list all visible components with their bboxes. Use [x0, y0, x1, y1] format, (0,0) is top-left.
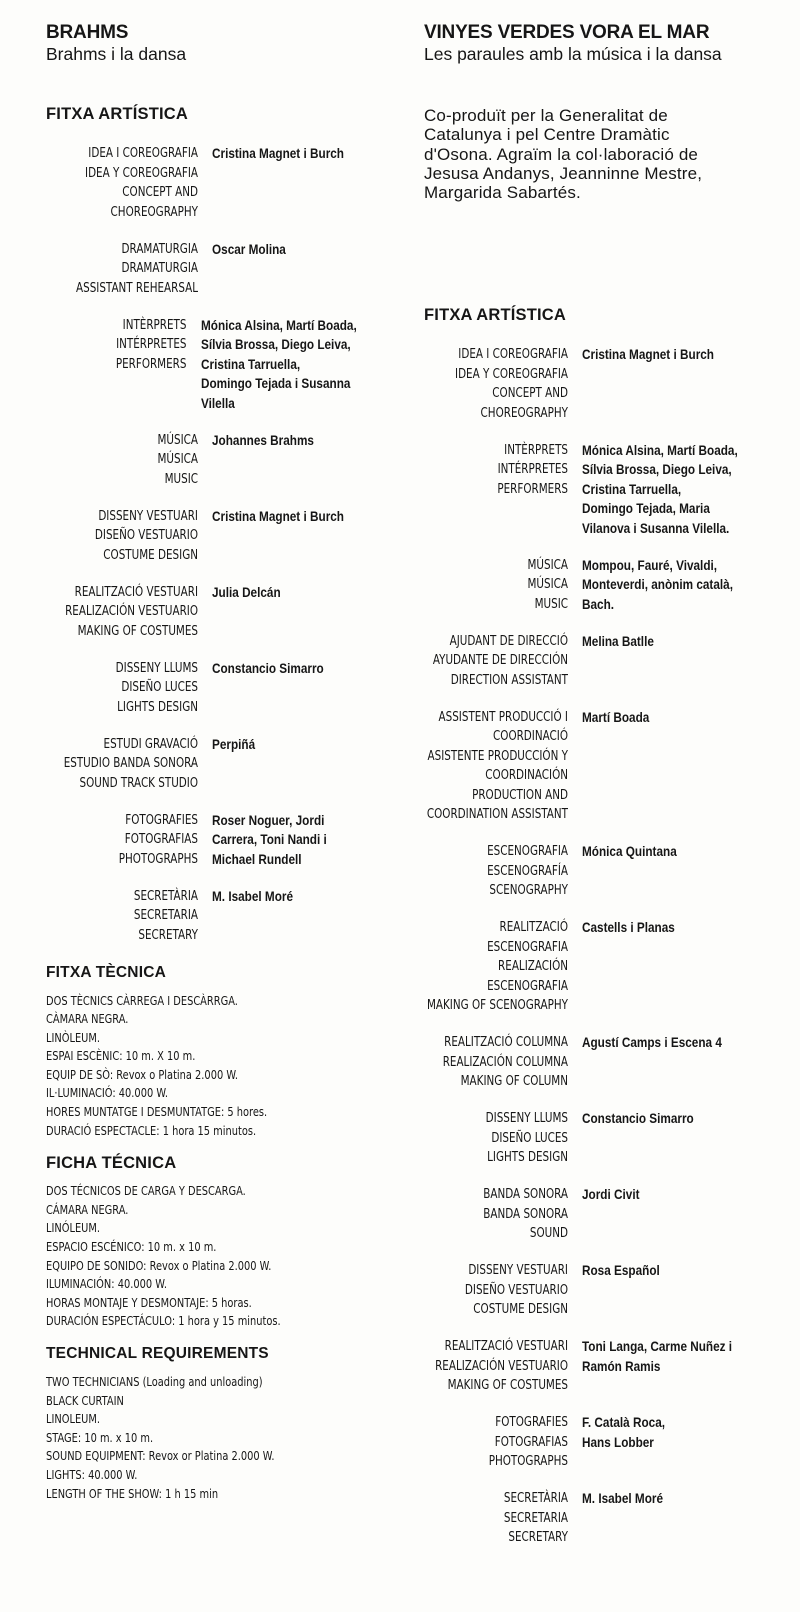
requirement-line: IL·LUMINACIÓ: 40.000 W. — [46, 1086, 169, 1101]
credit-names — [212, 144, 344, 222]
credit-roles — [424, 842, 568, 901]
credit-entry — [46, 240, 386, 299]
requirement-line: HORAS MONTAJE Y DESMONTAJE: 5 horas. — [46, 1295, 252, 1310]
credit-name: Domingo Tejada, Maria — [582, 500, 711, 517]
credit-role: ASSISTENT PRODUCCIÓ I — [438, 709, 569, 725]
intro-line: Jesusa Andanys, Jeanninne Mestre, — [424, 163, 703, 183]
credit-role: MAKING OF SCENOGRAPHY — [427, 998, 569, 1014]
credit-entry — [46, 507, 386, 566]
credit-entry — [424, 1261, 784, 1320]
technical-sheet-heading-ca: FITXA TÈCNICA — [46, 963, 166, 981]
credit-name: Julia Delcán — [212, 583, 281, 600]
technical-list-ca — [46, 992, 318, 1141]
credit-entry — [46, 144, 386, 222]
credit-entry — [46, 583, 386, 642]
credit-roles — [46, 431, 198, 490]
credit-roles — [424, 632, 568, 691]
credit-role: ESTUDI GRAVACIÓ — [103, 736, 199, 752]
credit-role: CONCEPT AND — [122, 185, 199, 200]
credit-entry — [424, 345, 784, 423]
requirement-line: CÀMARA NEGRA. — [46, 1012, 129, 1027]
credit-name: M. Isabel Moré — [582, 1490, 664, 1507]
credit-role: MAKING OF COLUMN — [460, 1074, 569, 1090]
requirement-line: DOS TÈCNICS CÀRREGA I DESCÀRRGA. — [46, 993, 238, 1008]
coproduction-note — [424, 106, 784, 202]
credit-roles — [424, 1109, 568, 1168]
credit-role: REALIZACIÓN — [498, 959, 569, 975]
credit-role: SECRETARIA — [504, 1510, 569, 1526]
credits-list — [424, 345, 784, 1548]
credit-name: Cristina Magnet i Burch — [212, 145, 345, 161]
credit-role: ESTUDIO BANDA SONORA — [63, 756, 199, 771]
credit-role: ASISTENTE PRODUCCIÓN Y — [427, 748, 569, 764]
credit-entry — [424, 556, 784, 615]
credit-role: AJUDANT DE DIRECCIÓ — [449, 633, 569, 649]
credit-name: Castells i Planas — [582, 919, 676, 936]
credit-role: INTÉRPRETES — [497, 462, 569, 478]
credit-role: REALITZACIÓ COLUMNA — [444, 1035, 569, 1051]
credit-role: MAKING OF COSTUMES — [77, 623, 199, 639]
technical-sheet-heading-en: TECHNICAL REQUIREMENTS — [46, 1345, 269, 1362]
credit-names — [582, 708, 649, 825]
credit-role: CHOREOGRAPHY — [110, 204, 199, 220]
credit-role: PERFORMERS — [497, 481, 569, 497]
credit-role: AYUDANTE DE DIRECCIÓN — [433, 653, 569, 669]
credit-name: Michael Rundell — [212, 850, 302, 867]
credit-name: Constancio Simarro — [212, 659, 324, 676]
credit-name: M. Isabel Moré — [212, 887, 294, 904]
credit-name: F. Català Roca, — [582, 1414, 666, 1431]
credit-role: COSTUME DESIGN — [473, 1302, 569, 1318]
credit-entry — [46, 735, 386, 794]
credit-name: Johannes Brahms — [212, 431, 315, 448]
show-subtitle: Les paraules amb la música i la dansa — [424, 44, 722, 64]
intro-line: Catalunya i pel Centre Dramàtic — [424, 125, 670, 145]
credit-role: SCENOGRAPHY — [489, 883, 569, 899]
credit-names — [582, 1185, 640, 1244]
credit-name: Oscar Molina — [212, 240, 286, 257]
credit-roles — [424, 1413, 568, 1472]
credit-roles — [46, 240, 198, 299]
credit-role: ESCENOGRAFIA — [487, 844, 569, 860]
credit-role: DRAMATURGIA — [121, 261, 199, 276]
credit-names — [212, 240, 286, 299]
credit-role: DISEÑO VESTUARIO — [465, 1282, 569, 1298]
credit-entry — [46, 887, 386, 946]
requirement-line: EQUIP DE SÒ: Revox o Platina 2.000 W. — [46, 1067, 239, 1082]
credit-role: LIGHTS DESIGN — [487, 1150, 569, 1166]
requirement-line: BLACK CURTAIN — [46, 1393, 124, 1408]
credit-role: DISSENY VESTUARI — [468, 1263, 569, 1279]
credit-name: Ramón Ramis — [582, 1357, 661, 1374]
credit-name: Agustí Camps i Escena 4 — [582, 1034, 723, 1051]
requirement-line: CÁMARA NEGRA. — [46, 1202, 129, 1217]
credit-name: Sílvia Brossa, Diego Leiva, — [582, 461, 732, 478]
credit-role: FOTOGRAFIES — [495, 1415, 569, 1431]
credit-roles — [46, 507, 198, 566]
credit-name: Vilella — [200, 394, 235, 411]
credit-role: PHOTOGRAPHS — [118, 851, 199, 867]
credit-names — [582, 556, 733, 615]
credit-role: MÚSICA — [157, 452, 199, 467]
intro-line: Co-produït per la Generalitat de — [424, 106, 668, 125]
credit-name: Domingo Tejada i Susanna — [200, 375, 351, 391]
credit-role: ESCENOGRAFÍA — [487, 863, 569, 879]
technical-list-es — [46, 1182, 318, 1331]
credit-role: DISSENY LLUMS — [485, 1111, 569, 1127]
credit-role: COORDINACIÓ — [493, 729, 569, 745]
credit-entry — [424, 441, 784, 539]
credit-role: MÚSICA — [157, 432, 199, 448]
credit-name: Cristina Magnet i Burch — [582, 346, 715, 363]
credit-role: DISEÑO VESTUARIO — [95, 528, 199, 543]
credit-role: IDEA I COREOGRAFIA — [458, 347, 569, 363]
credit-names — [582, 1033, 722, 1092]
credit-role: DIRECTION ASSISTANT — [451, 672, 569, 688]
credit-names — [582, 1489, 663, 1548]
credit-name: Toni Langa, Carme Nuñez i — [582, 1338, 733, 1355]
credit-role: COSTUME DESIGN — [103, 547, 199, 563]
requirement-line: TWO TECHNICIANS (Loading and unloading) — [46, 1375, 263, 1389]
left-column — [46, 22, 386, 1503]
credit-name: Mónica Quintana — [582, 843, 678, 860]
requirement-line: LINOLEUM. — [46, 1412, 100, 1427]
credit-role: BANDA SONORA — [483, 1187, 569, 1203]
credit-role: REALITZACIÓ VESTUARI — [444, 1339, 569, 1355]
credit-roles — [424, 1033, 568, 1092]
credit-role: MUSIC — [534, 596, 569, 612]
credit-entry — [424, 1413, 784, 1472]
credit-role: PHOTOGRAPHS — [489, 1454, 569, 1470]
credit-roles — [424, 1185, 568, 1244]
credits-list — [46, 144, 386, 945]
credit-name: Monteverdi, anònim català, — [582, 576, 734, 593]
requirement-line: LINÓLEUM. — [46, 1221, 100, 1236]
credit-entry — [424, 1033, 784, 1092]
credit-role: MÚSICA — [527, 577, 569, 593]
credit-role: ESCENOGRAFIA — [487, 939, 569, 955]
technical-list-en — [46, 1373, 318, 1503]
intro-line: Margarida Sabartés. — [424, 183, 581, 203]
credit-role: IDEA Y COREOGRAFIA — [85, 165, 199, 181]
requirement-line: DURACIÓ ESPECTACLE: 1 hora 15 minutos. — [46, 1123, 257, 1138]
credit-names — [212, 507, 344, 566]
credit-entry — [46, 659, 386, 718]
requirement-line: SOUND EQUIPMENT: Revox or Platina 2.000 W. — [46, 1449, 275, 1464]
credit-name: Mónica Alsina, Martí Boada, — [582, 441, 739, 458]
credit-role: SOUND TRACK STUDIO — [79, 775, 199, 791]
credit-role: MAKING OF COSTUMES — [447, 1378, 569, 1394]
credit-role: DISEÑO LUCES — [121, 680, 199, 695]
credit-role: SECRETARIA — [133, 908, 199, 923]
credit-role: SECRETARY — [138, 927, 199, 943]
credit-role: ASSISTANT REHEARSAL — [76, 280, 199, 296]
credit-role: INTÈRPRETS — [122, 317, 187, 333]
credit-roles — [424, 441, 568, 539]
credit-role: ESCENOGRAFIA — [487, 978, 569, 994]
credit-entry — [424, 1185, 784, 1244]
credit-roles — [43, 316, 186, 414]
credit-roles — [46, 887, 198, 946]
credit-role: DISSENY VESTUARI — [98, 508, 199, 524]
credit-roles — [46, 144, 198, 222]
credit-role: IDEA Y COREOGRAFIA — [455, 366, 569, 382]
requirement-line: ILUMINACIÓN: 40.000 W. — [46, 1277, 167, 1292]
credit-name: Cristina Tarruella, — [200, 355, 300, 372]
credit-names — [212, 887, 293, 946]
credit-role: IDEA I COREOGRAFIA — [88, 146, 199, 161]
credit-names — [212, 811, 327, 870]
credit-role: DISEÑO LUCES — [491, 1130, 569, 1146]
credit-role: REALITZACIÓ VESTUARI — [74, 584, 199, 600]
credit-role: FOTOGRAFIES — [125, 812, 199, 828]
credit-entry — [424, 708, 784, 825]
credit-names — [582, 918, 675, 1016]
credit-role: SECRETÀRIA — [133, 888, 199, 904]
credit-names — [582, 441, 738, 539]
credit-role: SOUND — [530, 1226, 569, 1242]
credit-names — [582, 1109, 694, 1168]
show-title: VINYES VERDES VORA EL MAR — [424, 22, 710, 43]
credit-name: Rosa Español — [582, 1262, 661, 1279]
credit-entry — [424, 1109, 784, 1168]
requirement-line: DURACIÓN ESPECTÁCULO: 1 hora y 15 minutos. — [46, 1314, 281, 1329]
credit-entry — [424, 632, 784, 691]
credit-role: SECRETARY — [508, 1530, 569, 1546]
credit-roles — [46, 811, 198, 870]
credit-name: Hans Lobber — [582, 1433, 655, 1450]
credit-entry — [46, 811, 386, 870]
credit-role: FOTOGRAFIAS — [124, 832, 199, 847]
credit-name: Cristina Magnet i Burch — [212, 507, 345, 524]
credit-role: CHOREOGRAPHY — [480, 405, 569, 421]
credit-names — [212, 583, 281, 642]
technical-sheet-heading-es: FICHA TÉCNICA — [46, 1154, 177, 1173]
credit-entry — [424, 1489, 784, 1548]
credit-role: COORDINATION ASSISTANT — [427, 807, 569, 823]
credit-role: MUSIC — [164, 471, 199, 487]
credit-name: Vilanova i Susanna Vilella. — [582, 519, 730, 536]
credit-name: Mompou, Fauré, Vivaldi, — [582, 556, 718, 573]
credit-role: CONCEPT AND — [492, 386, 569, 402]
credit-roles — [46, 583, 198, 642]
right-column — [424, 22, 784, 1565]
credit-roles — [424, 708, 568, 825]
artistic-sheet-heading: FITXA ARTÍSTICA — [46, 105, 189, 123]
show-subtitle: Brahms i la dansa — [46, 44, 187, 64]
credit-role: COORDINACIÓN — [485, 768, 569, 784]
requirement-line: LENGTH OF THE SHOW: 1 h 15 min — [46, 1486, 219, 1501]
credit-role: SECRETÀRIA — [504, 1491, 569, 1507]
artistic-sheet-heading: FITXA ARTÍSTICA — [424, 306, 567, 325]
credit-names — [582, 1261, 660, 1320]
credit-names — [582, 632, 654, 691]
credit-role: INTÈRPRETS — [504, 442, 569, 458]
credit-roles — [424, 556, 568, 615]
requirement-line: STAGE: 10 m. x 10 m. — [46, 1430, 154, 1445]
credit-names — [212, 431, 314, 490]
credit-entry — [46, 316, 386, 414]
credit-roles — [424, 1337, 568, 1396]
credit-role: DRAMATURGIA — [121, 241, 199, 257]
credit-name: Roser Noguer, Jordi — [212, 811, 325, 828]
requirement-line: HORES MUNTATGE I DESMUNTATGE: 5 hores. — [46, 1105, 268, 1120]
credit-names — [201, 316, 357, 414]
credit-roles — [424, 918, 568, 1016]
credit-roles — [46, 735, 198, 794]
requirement-line: ESPAI ESCÈNIC: 10 m. X 10 m. — [46, 1049, 196, 1064]
requirement-line: ESPACIO ESCÉNICO: 10 m. x 10 m. — [46, 1240, 217, 1255]
credit-entry — [424, 842, 784, 901]
credit-role: PERFORMERS — [115, 356, 187, 372]
credit-role: DISSENY LLUMS — [115, 660, 199, 676]
credit-role: REALIZACIÓN COLUMNA — [443, 1054, 569, 1070]
credit-names — [212, 659, 324, 718]
show-title: BRAHMS — [46, 22, 129, 43]
credit-role: PRODUCTION AND — [472, 787, 569, 803]
credit-roles — [46, 659, 198, 718]
credit-role: REALITZACIÓ — [499, 920, 569, 936]
credit-names — [212, 735, 255, 794]
credit-role: MÚSICA — [527, 557, 569, 573]
credit-name: Sílvia Brossa, Diego Leiva, — [200, 336, 351, 352]
credit-role: REALIZACIÓN VESTUARIO — [65, 604, 199, 619]
credit-name: Constancio Simarro — [582, 1110, 695, 1127]
requirement-line: LIGHTS: 40.000 W. — [46, 1467, 138, 1482]
credit-roles — [424, 1489, 568, 1548]
credit-role: FOTOGRAFIAS — [495, 1434, 569, 1450]
credit-entry — [46, 431, 386, 490]
credit-role: REALIZACIÓN VESTUARIO — [435, 1358, 569, 1374]
credit-name: Cristina Tarruella, — [582, 480, 682, 497]
credit-names — [582, 1413, 665, 1472]
intro-line: d'Osona. Agraïm la col·laboració de — [424, 144, 699, 164]
credit-entry — [424, 1337, 784, 1396]
credit-name: Carrera, Toni Nandi i — [212, 831, 327, 847]
credit-role: BANDA SONORA — [483, 1206, 569, 1222]
credit-entry — [424, 918, 784, 1016]
requirement-line: EQUIPO DE SONIDO: Revox o Platina 2.000 W. — [46, 1258, 272, 1273]
credit-role: INTÉRPRETES — [116, 337, 187, 352]
credit-names — [582, 842, 677, 901]
credit-role: LIGHTS DESIGN — [117, 699, 199, 715]
credit-name: Mónica Alsina, Martí Boada, — [200, 316, 357, 333]
credit-names — [582, 345, 714, 423]
credit-names — [582, 1337, 732, 1396]
credit-name: Perpiñá — [212, 735, 256, 752]
credit-name: Martí Boada — [582, 708, 650, 725]
credit-name: Jordi Civit — [582, 1186, 640, 1203]
requirement-line: DOS TÉCNICOS DE CARGA Y DESCARGA. — [46, 1184, 246, 1199]
requirement-line: LINÒLEUM. — [46, 1030, 100, 1045]
credit-roles — [424, 1261, 568, 1320]
credit-name: Bach. — [582, 595, 615, 612]
credit-roles — [424, 345, 568, 423]
credit-name: Melina Batlle — [582, 632, 655, 649]
